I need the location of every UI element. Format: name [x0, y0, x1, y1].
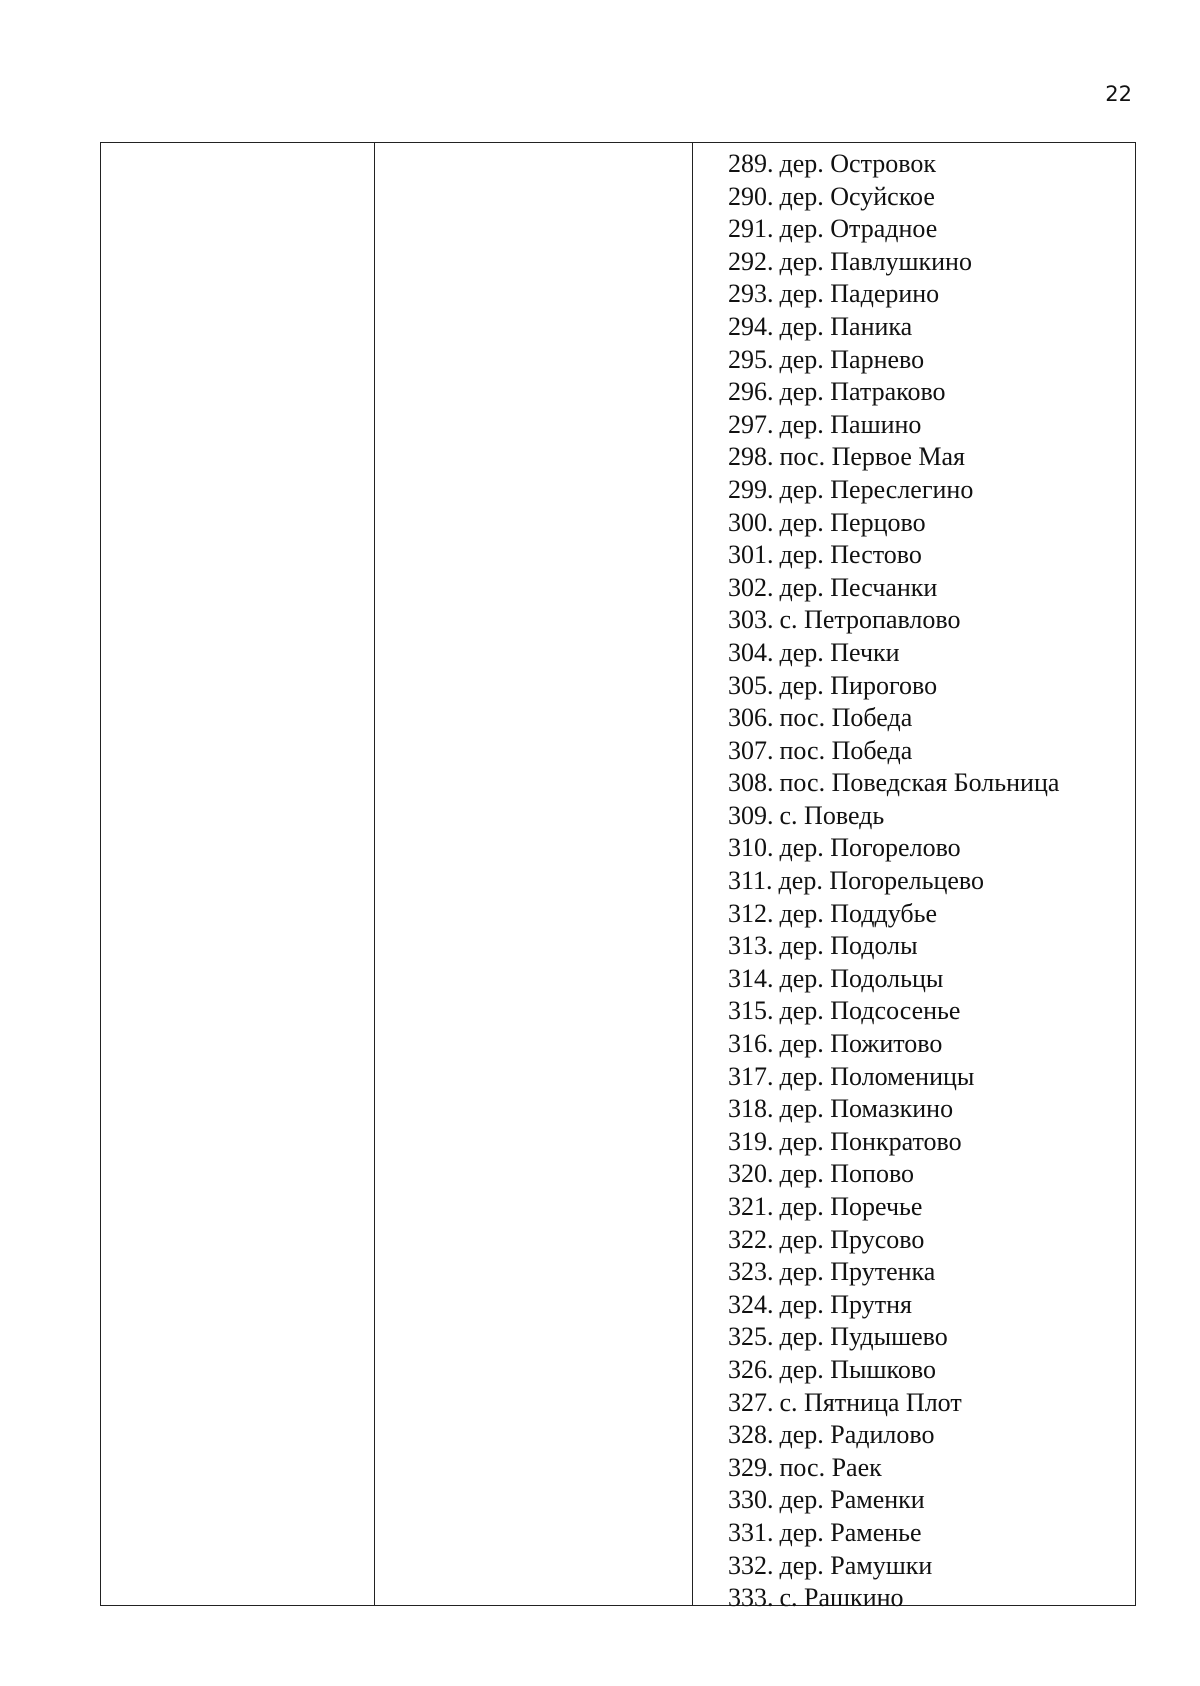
list-item-name: дер. Павлушкино	[779, 246, 972, 276]
list-item-number: 291.	[728, 214, 774, 244]
list-item	[728, 963, 1135, 996]
list-item	[728, 995, 1135, 1028]
list-item-number: 310.	[728, 833, 774, 863]
list-item	[728, 213, 1135, 246]
list-item-name: с. Поведь	[779, 800, 885, 830]
list-item	[728, 1191, 1135, 1224]
list-item-name: дер. Пашино	[779, 409, 922, 439]
list-item	[728, 1484, 1135, 1517]
list-item-number: 297.	[728, 409, 774, 439]
list-item	[728, 376, 1135, 409]
list-item-name: пос. Победа	[779, 735, 913, 765]
list-item-name: дер. Пышково	[779, 1354, 936, 1384]
list-item-number: 311.	[728, 866, 773, 896]
list-item-name: с. Пятница Плот	[779, 1387, 962, 1417]
list-item-number: 302.	[728, 572, 774, 602]
list-item-number: 328.	[728, 1420, 774, 1450]
list-item-number: 317.	[728, 1061, 774, 1091]
list-item-number: 332.	[728, 1550, 774, 1580]
list-item	[728, 344, 1135, 377]
list-item-name: дер. Поречье	[779, 1192, 923, 1221]
list-item-name: дер. Осуйское	[779, 181, 935, 211]
list-item-number: 306.	[728, 703, 774, 733]
list-item	[728, 1126, 1135, 1159]
list-item-name: дер. Отрадное	[779, 214, 938, 244]
list-item-number: 294.	[728, 311, 774, 341]
list-item-number: 330.	[728, 1485, 774, 1515]
list-item	[728, 865, 1135, 898]
table-column-empty-1	[101, 143, 375, 1605]
list-item-name: дер. Парнево	[779, 344, 925, 374]
list-item-name: дер. Пестово	[779, 540, 922, 570]
list-item	[728, 1452, 1135, 1485]
list-item	[728, 670, 1135, 703]
list-item-number: 315.	[728, 996, 774, 1026]
list-item-number: 314.	[728, 963, 774, 993]
list-item	[728, 278, 1135, 311]
list-item	[728, 409, 1135, 442]
list-item-name: дер. Помазкино	[779, 1094, 954, 1124]
list-item	[728, 800, 1135, 833]
list-item	[728, 1419, 1135, 1452]
list-item	[728, 572, 1135, 605]
list-item-name: дер. Прусово	[779, 1224, 925, 1254]
list-item-number: 320.	[728, 1159, 774, 1189]
list-item-name: пос. Победа	[779, 703, 913, 733]
list-item-number: 326.	[728, 1354, 774, 1384]
list-item	[728, 311, 1135, 344]
settlements-table	[100, 142, 1136, 1613]
list-item-name: дер. Поддубье	[779, 898, 938, 928]
list-item-number: 289.	[728, 149, 774, 178]
list-item-name: пос. Раек	[779, 1452, 882, 1482]
list-item	[728, 1321, 1135, 1354]
table-column-settlements	[693, 143, 1135, 1613]
list-item-name: дер. Рамушки	[779, 1550, 933, 1580]
list-item-name: дер. Раменье	[779, 1517, 922, 1547]
list-item	[728, 1028, 1135, 1061]
list-item-number: 309.	[728, 800, 774, 830]
list-item-number: 321.	[728, 1192, 774, 1221]
list-item-name: дер. Радилово	[779, 1420, 935, 1450]
list-item	[728, 1354, 1135, 1387]
list-item-number: 324.	[728, 1289, 774, 1319]
list-item	[728, 474, 1135, 507]
list-item-number: 296.	[728, 377, 774, 407]
list-item-number: 304.	[728, 637, 774, 667]
list-item-name: дер. Переслегино	[779, 474, 974, 504]
list-item-number: 298.	[728, 442, 774, 472]
list-item	[728, 1517, 1135, 1550]
list-item-name: дер. Перцово	[779, 507, 926, 537]
list-item	[728, 898, 1135, 931]
list-item	[728, 832, 1135, 865]
list-item	[728, 1256, 1135, 1289]
list-item-name: дер. Патраково	[779, 377, 946, 407]
list-item	[728, 1158, 1135, 1191]
list-item-number: 333.	[728, 1583, 774, 1613]
page-number: 22	[1105, 82, 1132, 106]
list-item-name: с. Рашкино	[779, 1583, 904, 1613]
list-item-name: дер. Понкратово	[779, 1126, 962, 1156]
list-item	[728, 637, 1135, 670]
list-item-name: дер. Прутня	[779, 1289, 912, 1319]
list-item	[728, 539, 1135, 572]
list-item	[728, 930, 1135, 963]
list-item-number: 319.	[728, 1126, 774, 1156]
list-item-number: 290.	[728, 181, 774, 211]
list-item	[728, 1224, 1135, 1257]
list-item	[728, 1093, 1135, 1126]
table-column-empty-2	[375, 143, 693, 1605]
list-item-name: дер. Поломеницы	[779, 1061, 975, 1091]
list-item-number: 301.	[728, 540, 774, 570]
list-item-number: 308.	[728, 768, 774, 798]
list-item-number: 292.	[728, 246, 774, 276]
list-item-number: 312.	[728, 898, 774, 928]
list-item	[728, 702, 1135, 735]
list-item-number: 303.	[728, 605, 774, 635]
list-item-number: 323.	[728, 1257, 774, 1287]
list-item-name: пос. Первое Мая	[779, 442, 965, 472]
list-item-name: дер. Раменки	[779, 1485, 925, 1515]
list-item-number: 327.	[728, 1387, 774, 1417]
list-item	[728, 735, 1135, 768]
list-item-name: дер. Попово	[779, 1159, 915, 1189]
list-item-number: 322.	[728, 1224, 774, 1254]
list-item-name: дер. Паника	[779, 311, 913, 341]
list-item	[728, 507, 1135, 540]
list-item-name: дер. Подсосенье	[779, 996, 961, 1026]
list-item-number: 293.	[728, 279, 774, 309]
list-item-number: 313.	[728, 931, 774, 961]
list-item-number: 307.	[728, 735, 774, 765]
list-item-number: 325.	[728, 1322, 774, 1352]
list-item-name: дер. Пудышево	[779, 1322, 948, 1352]
list-item-number: 305.	[728, 670, 774, 700]
list-item-name: дер. Погорельцево	[778, 866, 985, 896]
list-item	[728, 604, 1135, 637]
list-item-number: 331.	[728, 1517, 774, 1547]
list-item-number: 329.	[728, 1452, 774, 1482]
list-item-number: 299.	[728, 474, 774, 504]
list-item-number: 316.	[728, 1029, 774, 1059]
list-item-name: дер. Печки	[779, 637, 900, 667]
settlement-list	[728, 148, 1135, 1615]
list-item	[728, 1550, 1135, 1583]
list-item	[728, 246, 1135, 279]
list-item-name: пос. Поведская Больница	[779, 768, 1060, 798]
list-item-name: дер. Островок	[779, 149, 936, 178]
list-item-name: дер. Песчанки	[779, 572, 938, 602]
list-item	[728, 148, 1135, 181]
list-item-name: дер. Падерино	[779, 279, 940, 309]
list-item-number: 318.	[728, 1094, 774, 1124]
list-item-name: дер. Пожитово	[779, 1029, 943, 1059]
list-item	[728, 1387, 1135, 1420]
list-item	[728, 1061, 1135, 1094]
list-item-name: дер. Пирогово	[779, 670, 938, 700]
list-item	[728, 441, 1135, 474]
list-item-name: дер. Подольцы	[779, 963, 944, 993]
list-item	[728, 1582, 1135, 1615]
list-item-name: дер. Подолы	[779, 931, 918, 961]
list-item-number: 300.	[728, 507, 774, 537]
list-item-name: дер. Погорелово	[779, 833, 961, 863]
list-item	[728, 767, 1135, 800]
list-item	[728, 181, 1135, 214]
list-item	[728, 1289, 1135, 1322]
list-item-name: дер. Прутенка	[779, 1257, 936, 1287]
list-item-name: с. Петропавлово	[779, 605, 961, 635]
list-item-number: 295.	[728, 344, 774, 374]
